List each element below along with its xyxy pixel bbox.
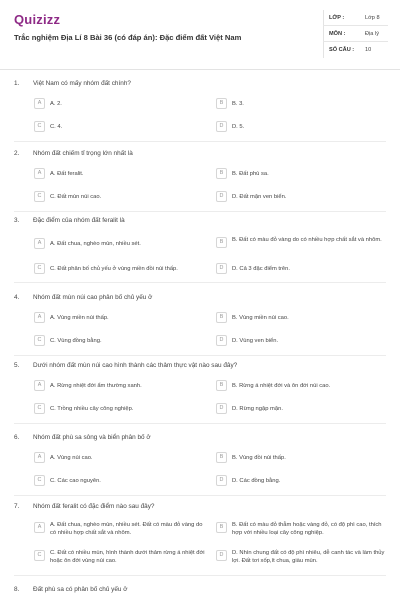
- meta-row-count: [323, 42, 388, 58]
- option-letter-badge: D: [216, 191, 227, 202]
- option-letter-badge: A: [34, 312, 45, 323]
- question-text: Đất phù sa có phân bố chủ yếu ở: [33, 586, 128, 593]
- option-letter-badge: A: [34, 452, 45, 463]
- question-number: 6.: [14, 434, 20, 441]
- option-letter-badge: D: [216, 403, 227, 414]
- option-text: B. 3.: [232, 101, 244, 107]
- question-text: Nhóm đất feralit có đặc điểm nào sau đây?: [33, 503, 155, 510]
- option-text: D. Rừng ngập mặn.: [232, 406, 283, 412]
- question-divider: [14, 355, 386, 356]
- option-letter-badge: C: [34, 191, 45, 202]
- meta-row-class: [323, 10, 388, 26]
- option-text: C. 4.: [50, 124, 63, 130]
- question-number: 2.: [14, 150, 20, 157]
- option-text: B. Vùng đồi núi thấp.: [232, 455, 286, 461]
- option-letter-badge: A: [34, 168, 45, 179]
- option-text: B. Đất có màu đỏ thẫm hoặc vàng đỏ, có độ phì cao, thích hợp với nhiều loại cây công nghiệp.: [232, 522, 382, 536]
- question-number: 5.: [14, 362, 20, 369]
- question-text: Việt Nam có mấy nhóm đất chính?: [33, 80, 131, 87]
- question-text: Dưới nhóm đất mùn núi cao hình thành các thảm thực vật nào sau đây?: [33, 362, 238, 369]
- question-divider: [14, 423, 386, 424]
- option-letter-badge: C: [34, 121, 45, 132]
- option-letter-badge: A: [34, 380, 45, 391]
- question-number: 8.: [14, 586, 20, 593]
- option-text: C. Đất có nhiều mùn, hình thành dưới thảm rừng á nhiệt đới hoặc ôn đới vùng núi cao.: [50, 550, 205, 564]
- option-letter-badge: D: [216, 121, 227, 132]
- option-letter-badge: C: [34, 550, 45, 561]
- option-text: A. Đất chua, nghèo mùn, nhiều sét. Đất có màu đỏ vàng do có nhiều hợp chất sắt và nhôm.: [50, 522, 203, 536]
- option-text: B. Đất phù sa.: [232, 171, 269, 177]
- option-text: B. Rừng á nhiệt đới và ôn đới núi cao.: [232, 383, 331, 389]
- meta-value: Địa lý: [365, 31, 379, 37]
- option-letter-badge: D: [216, 263, 227, 274]
- option-text: C. Trồng nhiều cây công nghiệp.: [50, 406, 134, 412]
- option-text: C. Đất mùn núi cao.: [50, 194, 102, 200]
- option-letter-badge: C: [34, 335, 45, 346]
- option-text: C. Đất phân bố chủ yếu ở vùng miền đồi núi thấp.: [50, 266, 178, 272]
- question-text: Đặc điểm của nhóm đất feralit là: [33, 217, 125, 224]
- option-letter-badge: A: [34, 98, 45, 109]
- question-number: 7.: [14, 503, 20, 510]
- option-letter-badge: C: [34, 263, 45, 274]
- meta-row-subject: [323, 26, 388, 42]
- option-letter-badge: B: [216, 98, 227, 109]
- option-text: C. Vùng đồng bằng.: [50, 338, 102, 344]
- meta-label: MÔN :: [329, 31, 346, 37]
- option-letter-badge: B: [216, 312, 227, 323]
- question-divider: [14, 282, 386, 283]
- option-text: C. Các cao nguyên.: [50, 478, 101, 484]
- option-letter-badge: D: [216, 475, 227, 486]
- option-text: A. Vùng miền núi thấp.: [50, 315, 109, 321]
- option-letter-badge: D: [216, 550, 227, 561]
- quiz-meta-table: [323, 10, 388, 58]
- question-divider: [14, 495, 386, 496]
- meta-value: 10: [365, 47, 372, 53]
- option-text: D. Nhìn chung đất có độ phì nhiêu, dễ canh tác và làm thủy lợi. Đất tơi xốp,ít chua, giàu mùn.: [232, 550, 385, 564]
- option-text: A. Đất chua, nghèo mùn, nhiều sét.: [50, 241, 141, 247]
- option-letter-badge: C: [34, 403, 45, 414]
- option-letter-badge: A: [34, 238, 45, 249]
- option-text: B. Đất có màu đỏ vàng do có nhiều hợp chất sắt và nhôm.: [232, 237, 382, 243]
- question-text: Nhóm đất phù sa sông và biển phân bố ở: [33, 434, 151, 441]
- question-divider: [14, 141, 386, 142]
- quiz-title: Trắc nghiệm Địa Lí 8 Bài 36 (có đáp án): Đặc điểm đất Việt Nam: [14, 33, 242, 42]
- quizizz-logo[interactable]: Quizizz: [14, 12, 61, 27]
- option-letter-badge: B: [216, 452, 227, 463]
- question-number: 1.: [14, 80, 20, 87]
- option-letter-badge: B: [216, 522, 227, 533]
- option-text: A. Đất feralit.: [50, 171, 84, 177]
- meta-label: SỐ CÂU :: [329, 47, 355, 53]
- option-letter-badge: D: [216, 335, 227, 346]
- option-letter-badge: B: [216, 380, 227, 391]
- meta-label: LỚP :: [329, 15, 345, 21]
- option-text: D. 5.: [232, 124, 245, 130]
- option-letter-badge: C: [34, 475, 45, 486]
- option-text: D. Vùng ven biển.: [232, 338, 279, 344]
- quiz-header: [0, 0, 400, 70]
- question-text: Nhóm đất chiếm tỉ trọng lớn nhất là: [33, 150, 133, 157]
- option-text: B. Vùng miền núi cao.: [232, 315, 289, 321]
- question-text: Nhóm đất mùn núi cao phân bố chủ yếu ở: [33, 294, 153, 301]
- option-text: A. Rừng nhiệt đới ẩm thường xanh.: [50, 383, 142, 389]
- option-text: D. Đất mặn ven biển.: [232, 194, 287, 200]
- question-number: 3.: [14, 217, 20, 224]
- option-text: D. Các đồng bằng.: [232, 478, 281, 484]
- option-text: D. Cả 3 đặc điểm trên.: [232, 266, 290, 272]
- option-text: A. Vùng núi cao.: [50, 455, 93, 461]
- option-letter-badge: A: [34, 522, 45, 533]
- option-letter-badge: B: [216, 237, 227, 248]
- meta-value: Lớp 8: [365, 15, 380, 21]
- option-text: A. 2.: [50, 101, 62, 107]
- question-divider: [14, 575, 386, 576]
- option-letter-badge: B: [216, 168, 227, 179]
- question-number: 4.: [14, 294, 20, 301]
- question-divider: [14, 211, 386, 212]
